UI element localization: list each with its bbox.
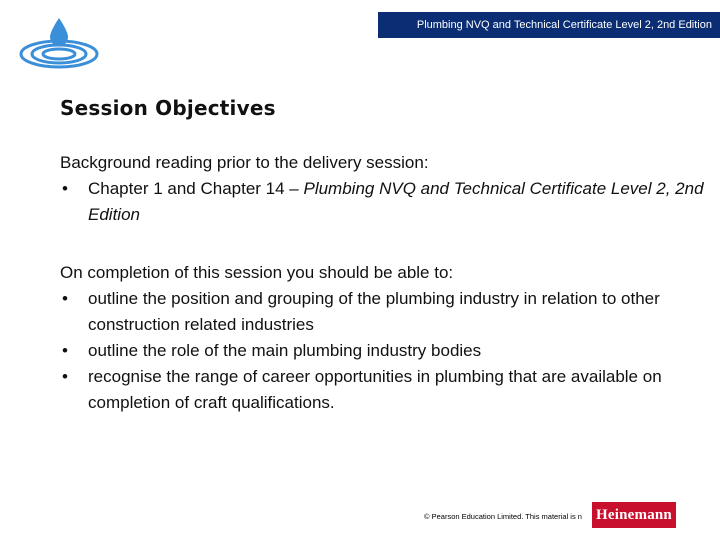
copyright-notice: © Pearson Education Limited. This material is n (424, 512, 582, 521)
reading-item-prefix: Chapter 1 and Chapter 14 – (88, 179, 304, 198)
book-title: Plumbing NVQ and Technical Certificate Level 2, 2nd Edition (88, 179, 704, 224)
publisher-logo: Heinemann (592, 502, 676, 528)
header-banner-text: Plumbing NVQ and Technical Certificate Level 2, 2nd Edition (416, 19, 712, 31)
header-banner (378, 12, 720, 38)
background-reading-item (60, 176, 720, 228)
background-reading-intro: Background reading prior to the delivery session: (60, 153, 429, 172)
objectives-section (60, 260, 720, 416)
objectives-intro: On completion of this session you should be able to: (60, 263, 454, 282)
background-reading-section (60, 150, 720, 228)
objective-item: • recognise the range of career opportunities in plumbing that are available on completion of craft qualifications. (60, 364, 720, 416)
objective-item: • outline the role of the main plumbing industry bodies (60, 338, 720, 364)
page-title: Session Objectives (60, 96, 276, 120)
objective-item: • outline the position and grouping of the plumbing industry in relation to other construction related industries (60, 286, 720, 338)
water-drop-ripple-icon (16, 14, 102, 74)
